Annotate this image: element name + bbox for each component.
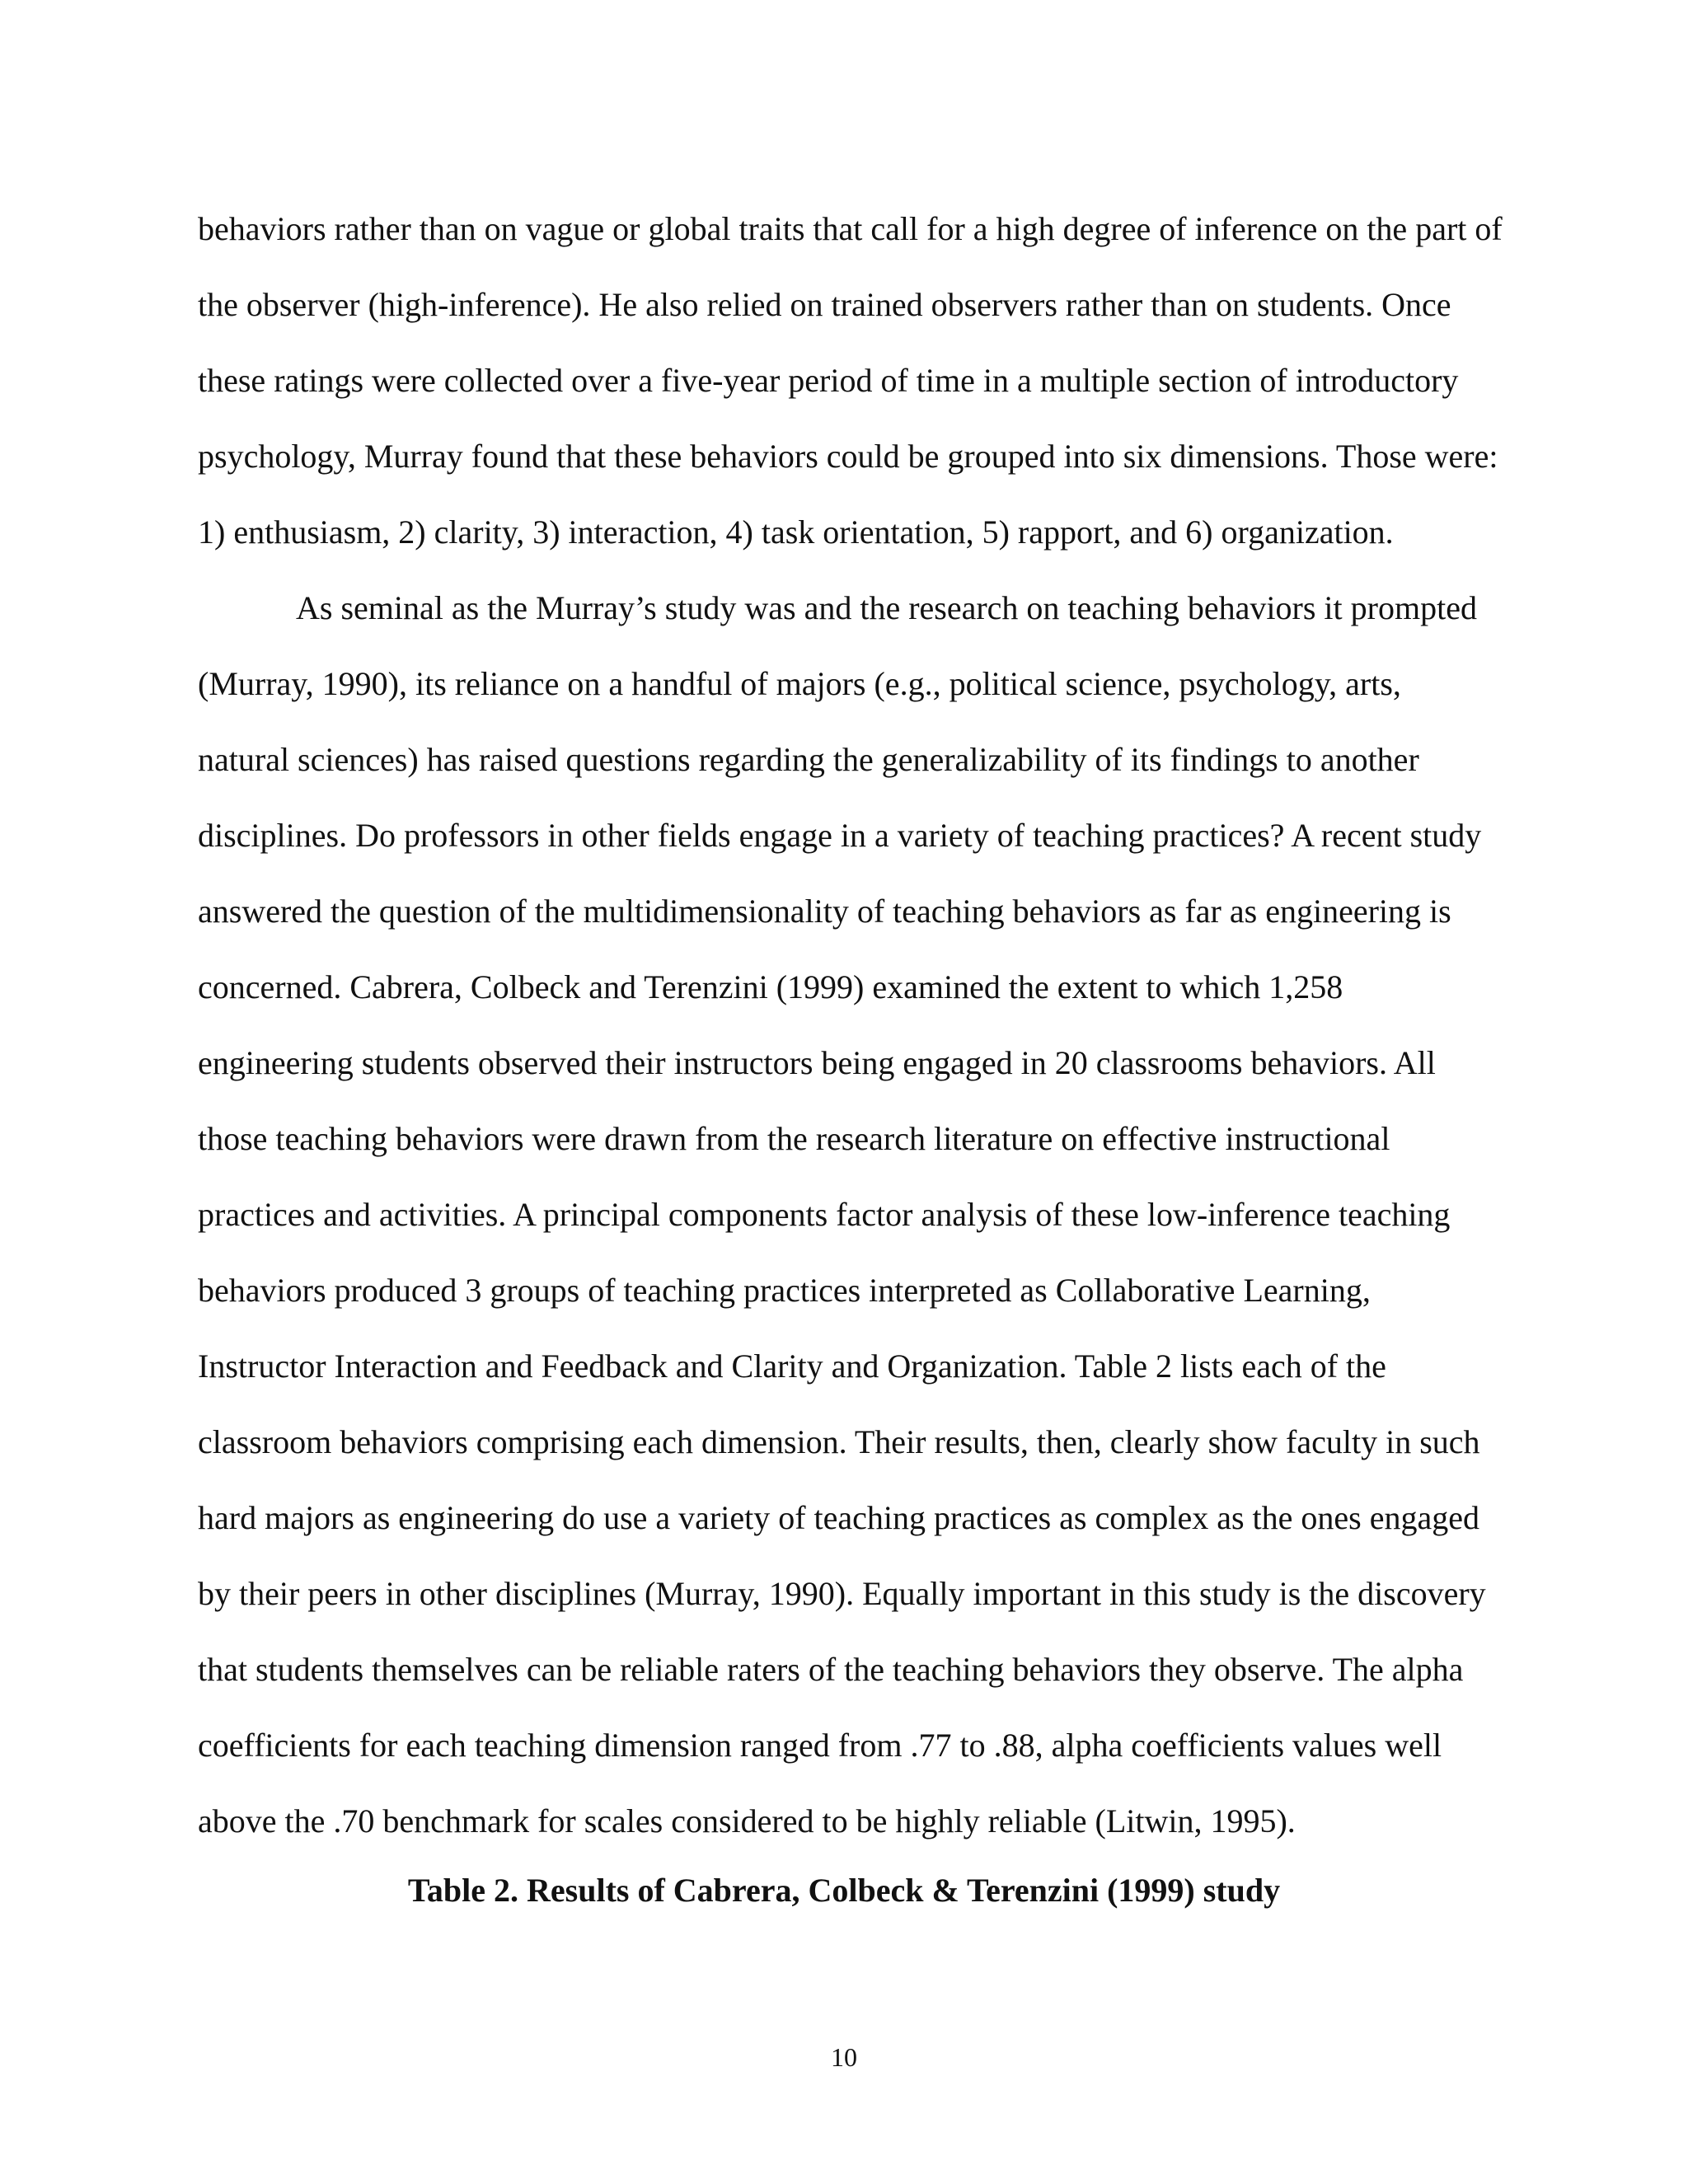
- text-line: Instructor Interaction and Feedback and Clarity and Organization. Table 2 lists each of the: [198, 1347, 1386, 1385]
- text-line: behaviors rather than on vague or global traits that call for a high degree of inference on the part of: [198, 210, 1503, 247]
- text-line: practices and activities. A principal components factor analysis of these low-inference teaching: [198, 1196, 1451, 1233]
- text-line: those teaching behaviors were drawn from the research literature on effective instructional: [198, 1120, 1390, 1157]
- text-line: these ratings were collected over a five-year period of time in a multiple section of introductory: [198, 362, 1459, 399]
- page-number: 10: [831, 2042, 857, 2072]
- text-line: disciplines. Do professors in other fields engage in a variety of teaching practices? A recent study: [198, 817, 1482, 854]
- text-line: engineering students observed their instructors being engaged in 20 classrooms behaviors. All: [198, 1044, 1436, 1081]
- text-line: coefficients for each teaching dimension ranged from .77 to .88, alpha coefficients values well: [198, 1727, 1442, 1764]
- text-line: hard majors as engineering do use a variety of teaching practices as complex as the ones engaged: [198, 1499, 1479, 1536]
- text-line: by their peers in other disciplines (Murray, 1990). Equally important in this study is the discovery: [198, 1575, 1486, 1612]
- text-line: answered the question of the multidimensionality of teaching behaviors as far as engineering is: [198, 893, 1451, 930]
- text-line: above the .70 benchmark for scales considered to be highly reliable (Litwin, 1995).: [198, 1802, 1296, 1840]
- text-line: behaviors produced 3 groups of teaching practices interpreted as Collaborative Learning,: [198, 1272, 1371, 1309]
- text-line: natural sciences) has raised questions regarding the generalizability of its findings to another: [198, 741, 1419, 778]
- text-line: (Murray, 1990), its reliance on a handful of majors (e.g., political science, psychology, arts,: [198, 665, 1401, 702]
- paragraph-start-line: As seminal as the Murray’s study was and the research on teaching behaviors it prompted: [296, 589, 1477, 626]
- text-line: psychology, Murray found that these behaviors could be grouped into six dimensions. Those were:: [198, 438, 1498, 475]
- text-line: that students themselves can be reliable raters of the teaching behaviors they observe. The alpha: [198, 1651, 1464, 1688]
- text-line: 1) enthusiasm, 2) clarity, 3) interaction, 4) task orientation, 5) rapport, and 6) organization.: [198, 513, 1394, 551]
- table-caption: Table 2. Results of Cabrera, Colbeck & Terenzini (1999) study: [407, 1872, 1281, 1909]
- body-text: [198, 191, 1503, 1859]
- text-line: classroom behaviors comprising each dimension. Their results, then, clearly show faculty in such: [198, 1423, 1480, 1460]
- text-line: the observer (high-inference). He also relied on trained observers rather than on students. Once: [198, 286, 1451, 323]
- text-line: concerned. Cabrera, Colbeck and Terenzini (1999) examined the extent to which 1,258: [198, 968, 1343, 1005]
